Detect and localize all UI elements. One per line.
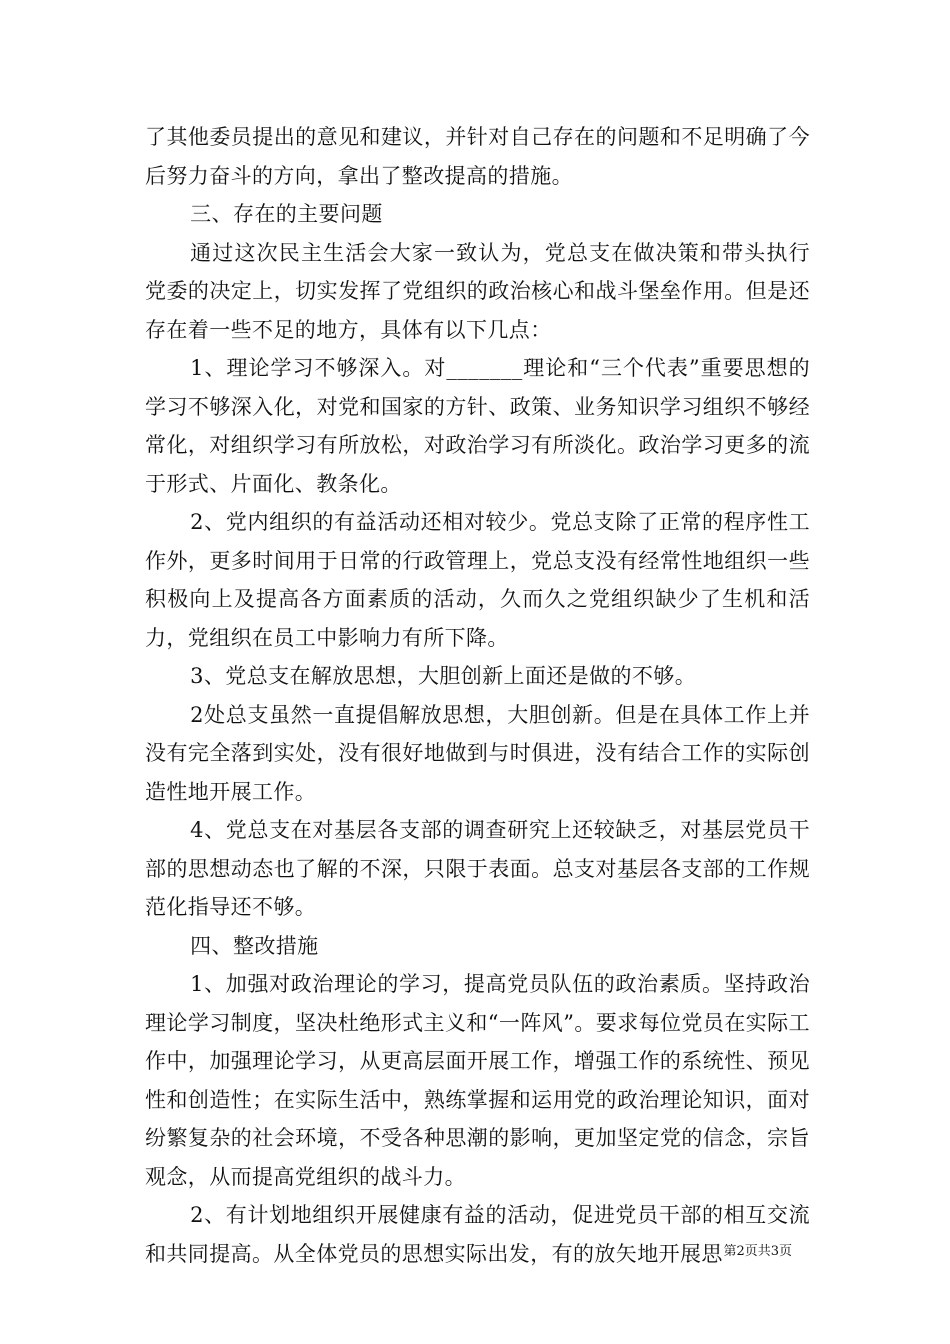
paragraph-summary: 通过这次民主生活会大家一致认为，党总支在做决策和带头执行党委的决定上，切实发挥了党组织的政治核心和战斗堡垒作用。但是还存在着一些不足的地方，具体有以下几点：	[145, 240, 810, 342]
paragraph-measure-2: 2、有计划地组织开展健康有益的活动，促进党员干部的相互交流和共同提高。从全体党员的思想实际出发，有的放矢地开展思	[145, 1203, 810, 1266]
section-heading-problems: 三、存在的主要问题	[190, 202, 383, 226]
paragraph-problem-1: 1、理论学习不够深入。对_______理论和“三个代表”重要思想的学习不够深入化，对党和国家的方针、政策、业务知识学习组织不够经常化，对组织学习有所放松，对政治学习有所淡化。政治学习更多的流于形式、片面化、教条化。	[145, 356, 810, 496]
paragraph-problem-3-detail: 2处总支虽然一直提倡解放思想，大胆创新。但是在具体工作上并没有完全落到实处，没有很好地做到与时俱进，没有结合工作的实际创造性地开展工作。	[145, 702, 810, 804]
document-body	[145, 118, 810, 1273]
paragraph-problem-2: 2、党内组织的有益活动还相对较少。党总支除了正常的程序性工作外，更多时间用于日常的行政管理上，党总支没有经常性地组织一些积极向上及提高各方面素质的活动，久而久之党组织缺少了生机和活力，党组织在员工中影响力有所下降。	[145, 510, 810, 650]
section-heading-measures: 四、整改措施	[190, 933, 319, 958]
paragraph-problem-4: 4、党总支在对基层各支部的调查研究上还较缺乏，对基层党员干部的思想动态也了解的不深，只限于表面。总支对基层各支部的工作规范化指导还不够。	[145, 818, 810, 919]
page-number: 第2页共3页	[723, 1244, 792, 1259]
paragraph-continued: 了其他委员提出的意见和建议，并针对自己存在的问题和不足明确了今后努力奋斗的方向，拿出了整改提高的措施。	[145, 125, 810, 188]
paragraph-measure-1: 1、加强对政治理论的学习，提高党员队伍的政治素质。坚持政治理论学习制度，坚决杜绝形式主义和“一阵风”。要求每位党员在实际工作中，加强理论学习，从更高层面开展工作，增强工作的系统性、预见性和创造性；在实际生活中，熟练掌握和运用党的政治理论知识，面对纷繁复杂的社会环境，不受各种思潮的影响，更加坚定党的信念，宗旨观念，从而提高党组织的战斗力。	[145, 972, 810, 1189]
paragraph-problem-3: 3、党总支在解放思想，大胆创新上面还是做的不够。	[190, 664, 697, 688]
